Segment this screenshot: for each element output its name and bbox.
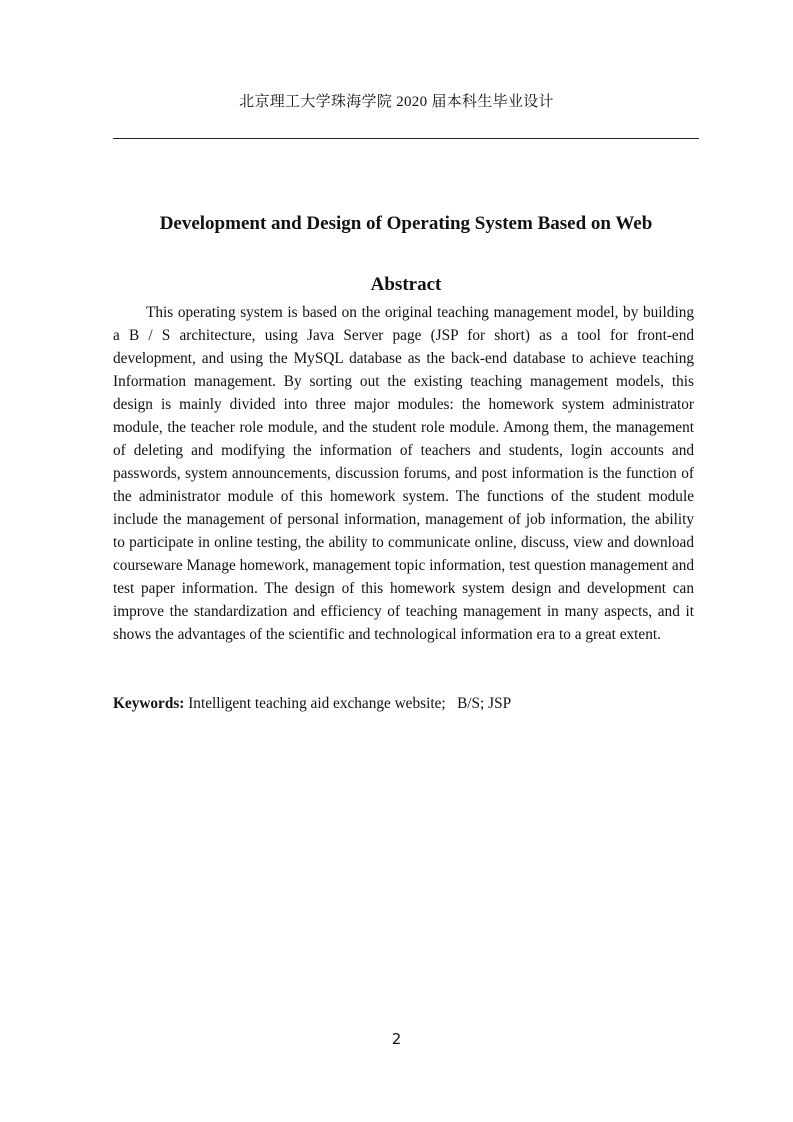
paper-title: Development and Design of Operating System Based on Web [159, 213, 653, 234]
running-header: 北京理工大学珠海学院 2020 届本科生毕业设计 [239, 94, 554, 110]
page-number: 2 [391, 1030, 402, 1048]
abstract-heading: Abstract [370, 274, 442, 295]
abstract-paragraph: This operating system is based on the original teaching management model, by building a B / S architecture, using Java Server page (JSP for short) as a tool for front-end development, and using the MySQL database as the back-end database to achieve teaching Information management. By sorting out the existing teaching management models, this design is mainly divided into three major modules: the homework system administrator module, the teacher role module, and the student role module. Among them, the management of deleting and modifying the information of teachers and students, login accounts and passwords, system announcements, discussion forums, and post information is the function of the administrator module of this homework system. The functions of the student module include the management of personal information, management of job information, the ability to participate in online testing, the ability to communicate online, discuss, view and download courseware Manage homework, management topic information, test question management and test paper information. The design of this homework system design and development can improve the standardization and efficiency of teaching management in many aspects, and it shows the advantages of the scientific and technological information era to a great extent. [113, 304, 694, 643]
keywords-label: Keywords: [113, 695, 185, 712]
keywords-line [113, 692, 699, 715]
keywords-text: Intelligent teaching aid exchange website; B/S; JSP [184, 695, 512, 712]
header-divider [113, 138, 699, 139]
